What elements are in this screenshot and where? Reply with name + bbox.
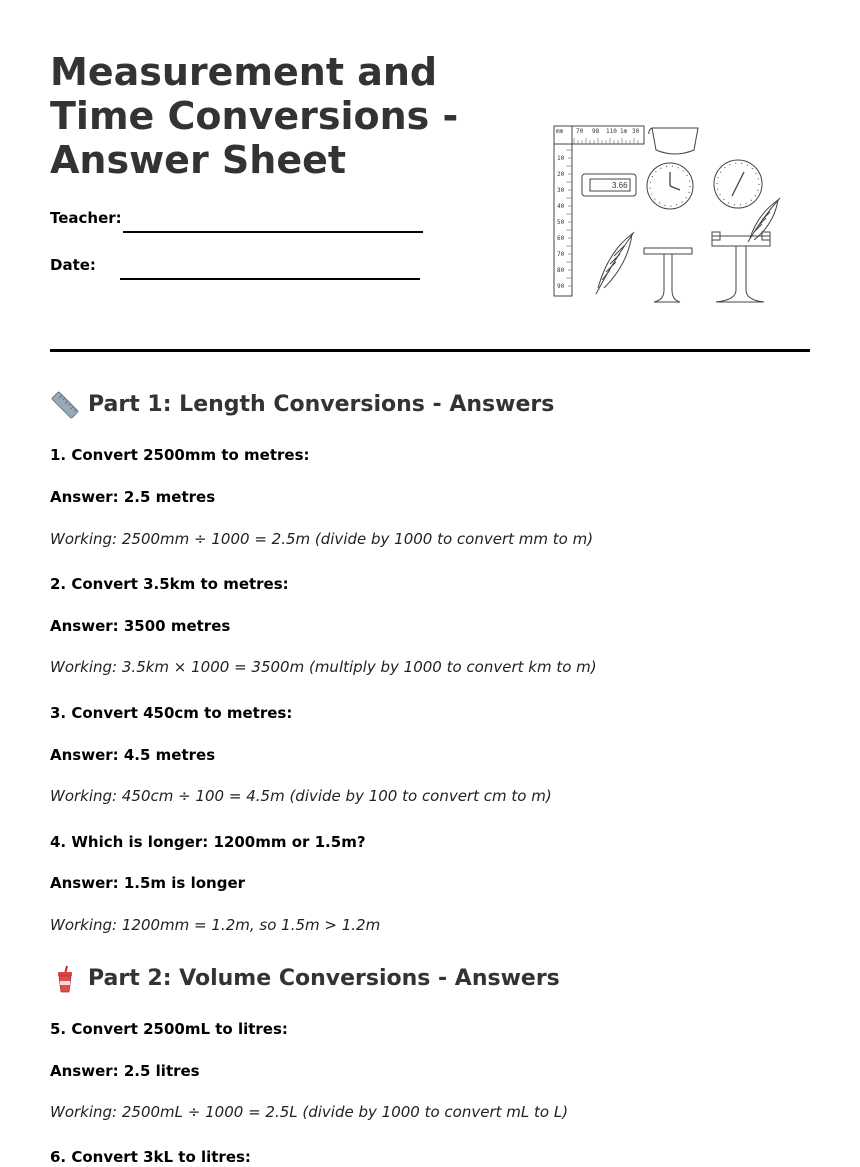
- balance-stand-icon: [712, 232, 770, 302]
- ruler-tick-label: 90: [557, 283, 565, 290]
- ruler-tick-label: 50: [557, 219, 565, 226]
- ruler-tick-label: 98: [592, 128, 600, 135]
- digital-scale-icon: [582, 174, 636, 196]
- answer-text: Answer: 1.5m is longer: [50, 874, 246, 892]
- header-divider: [50, 349, 810, 352]
- question-text: 4. Which is longer: 1200mm or 1.5m?: [50, 833, 366, 851]
- ruler-tick-label: 30: [557, 187, 565, 194]
- section-title: Part 1: Length Conversions - Answers: [88, 392, 555, 417]
- teacher-input-line[interactable]: [123, 231, 423, 233]
- section-heading-length: [50, 390, 554, 420]
- cup-with-straw-icon: [50, 964, 80, 994]
- working-text: Working: 450cm ÷ 100 = 4.5m (divide by 100 to convert cm to m): [50, 787, 552, 805]
- scale-reading: 3.66: [612, 181, 628, 190]
- question-text: 3. Convert 450cm to metres:: [50, 704, 293, 722]
- ruler-tick-label: 60: [557, 235, 565, 242]
- ruler-tick-label: 70: [557, 251, 565, 258]
- ruler-tick-label: 110: [606, 128, 617, 135]
- feather-icon: [596, 232, 634, 294]
- working-text: Working: 2500mm ÷ 1000 = 2.5m (divide by 1000 to convert mm to m): [50, 530, 594, 548]
- page-title: Measurement and Time Conversions - Answer Sheet: [50, 50, 459, 182]
- ruler-icon: [554, 126, 644, 296]
- date-input-line[interactable]: [120, 278, 420, 280]
- ruler-tick-label: 1m: [620, 128, 628, 135]
- ruler-unit-label: mm: [556, 128, 564, 135]
- clock-icon: [647, 163, 693, 209]
- ruler-tick-label: 20: [557, 171, 565, 178]
- question-text: 6. Convert 3kL to litres:: [50, 1148, 251, 1166]
- ruler-tick-label: 10: [557, 155, 565, 162]
- clock-icon: [714, 160, 762, 208]
- answer-text: Answer: 3500 metres: [50, 617, 231, 635]
- question-text: 2. Convert 3.5km to metres:: [50, 575, 289, 593]
- section-title: Part 2: Volume Conversions - Answers: [88, 966, 560, 991]
- working-text: Working: 2500mL ÷ 1000 = 2.5L (divide by 1000 to convert mL to L): [50, 1103, 569, 1121]
- measuring-jug-icon: [652, 128, 698, 154]
- question-text: 1. Convert 2500mm to metres:: [50, 446, 310, 464]
- section-heading-volume: [50, 964, 560, 994]
- measurement-tools-illustration: [548, 120, 788, 310]
- feather-icon: [748, 198, 780, 242]
- working-text: Working: 1200mm = 1.2m, so 1.5m > 1.2m: [50, 916, 381, 934]
- ruler-tick-label: 40: [557, 203, 565, 210]
- answer-text: Answer: 2.5 metres: [50, 488, 216, 506]
- ruler-tick-label: 80: [557, 267, 565, 274]
- ruler-tick-label: 70: [576, 128, 584, 135]
- teacher-label: Teacher:: [50, 209, 122, 227]
- working-text: Working: 3.5km × 1000 = 3500m (multiply by 1000 to convert km to m): [50, 658, 597, 676]
- answer-text: Answer: 4.5 metres: [50, 746, 216, 764]
- answer-text: Answer: 2.5 litres: [50, 1062, 200, 1080]
- ruler-icon: [50, 390, 80, 420]
- question-text: 5. Convert 2500mL to litres:: [50, 1020, 288, 1038]
- date-label: Date:: [50, 256, 96, 274]
- pedestal-stand-icon: [644, 248, 692, 302]
- ruler-tick-label: 30: [632, 128, 640, 135]
